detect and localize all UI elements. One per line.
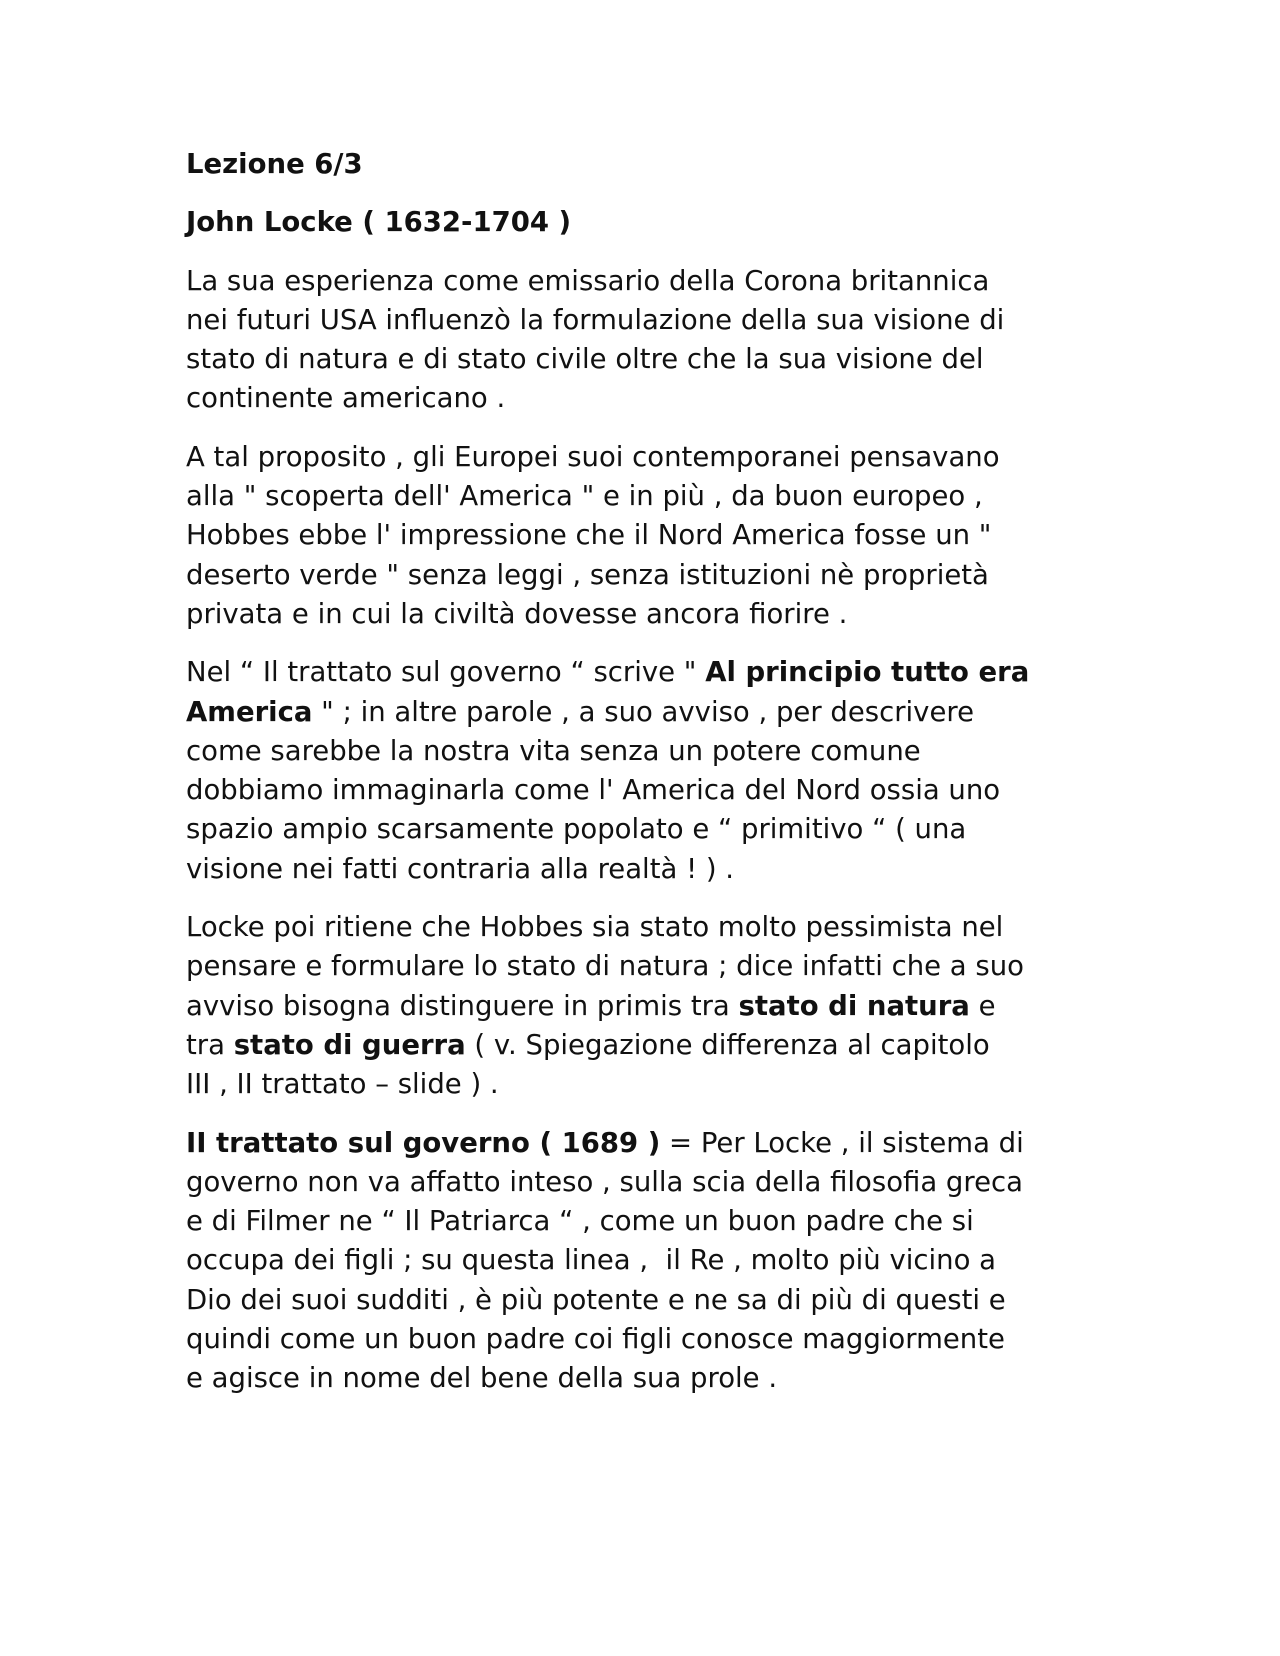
text-run: = Per Locke , il sistema di xyxy=(660,1126,1024,1159)
text-run: e xyxy=(969,989,996,1022)
text-line: e di Filmer ne “ Il Patriarca “ , come un buon padre che si xyxy=(186,1205,974,1238)
text-line: continente americano . xyxy=(186,382,506,415)
text-line: Dio dei suoi sudditi , è più potente e ne sa di più di questi e xyxy=(186,1283,1006,1316)
text-line: visione nei fatti contraria alla realtà ! ) . xyxy=(186,852,735,885)
text-line: A tal proposito , gli Europei suoi contemporanei pensavano xyxy=(186,440,1000,473)
text-line: dobbiamo immaginarla come l' America del Nord ossia uno xyxy=(186,774,1001,807)
paragraph-experience xyxy=(186,262,1086,419)
text-line xyxy=(186,653,1086,692)
text-line: Hobbes ebbe l' impressione che il Nord America fosse un " xyxy=(186,519,992,552)
text-line: stato di natura e di stato civile oltre che la sua visione del xyxy=(186,343,984,376)
text-line: quindi come un buon padre coi figli conosce maggiormente xyxy=(186,1323,1005,1356)
text-line: spazio ampio scarsamente popolato e “ primitivo “ ( una xyxy=(186,813,967,846)
text-line xyxy=(186,1026,1086,1065)
paragraph-hobbes-pessimism xyxy=(186,908,1086,1104)
document-page xyxy=(186,145,1086,1418)
text-line xyxy=(186,987,1086,1026)
text-line: nei futuri USA influenzò la formulazione della sua visione di xyxy=(186,303,1005,336)
text-line: occupa dei figli ; su questa linea , il Re , molto più vicino a xyxy=(186,1244,996,1277)
text-line: III , II trattato – slide ) . xyxy=(186,1068,499,1101)
bold-quote: Al principio tutto era xyxy=(705,656,1030,689)
text-line: alla " scoperta dell' America " e in più , da buon europeo , xyxy=(186,480,983,513)
author-heading: John Locke ( 1632-1704 ) xyxy=(186,206,572,239)
text-line: deserto verde " senza leggi , senza istituzioni nè proprietà xyxy=(186,558,989,591)
text-run: ( v. Spiegazione differenza al capitolo xyxy=(465,1028,990,1061)
text-line: privata e in cui la civiltà dovesse ancora fiorire . xyxy=(186,597,848,630)
text-line: e agisce in nome del bene della sua prole . xyxy=(186,1362,778,1395)
text-run: avviso bisogna distinguere in primis tra xyxy=(186,989,739,1022)
text-line: La sua esperienza come emissario della Corona britannica xyxy=(186,264,990,297)
text-line xyxy=(186,1124,1086,1163)
bold-term: II trattato sul governo ( 1689 ) xyxy=(186,1126,661,1159)
paragraph-second-treatise xyxy=(186,1124,1086,1399)
text-run: " ; in altre parole , a suo avviso , per descrivere xyxy=(312,695,974,728)
paragraph-treatise-quote xyxy=(186,653,1086,889)
text-line: governo non va affatto inteso , sulla scia della filosofia greca xyxy=(186,1165,1023,1198)
text-line xyxy=(186,693,1086,732)
paragraph-europeans xyxy=(186,438,1086,634)
text-run: Nel “ Il trattato sul governo “ scrive " xyxy=(186,656,706,689)
bold-term: stato di guerra xyxy=(233,1028,466,1061)
bold-term: stato di natura xyxy=(738,989,970,1022)
bold-quote: America xyxy=(186,695,313,728)
text-run: tra xyxy=(186,1028,234,1061)
lesson-title: Lezione 6/3 xyxy=(186,148,363,180)
text-line: Locke poi ritiene che Hobbes sia stato molto pessimista nel xyxy=(186,911,1004,944)
text-line: come sarebbe la nostra vita senza un potere comune xyxy=(186,734,921,767)
text-line: pensare e formulare lo stato di natura ; dice infatti che a suo xyxy=(186,950,1024,983)
